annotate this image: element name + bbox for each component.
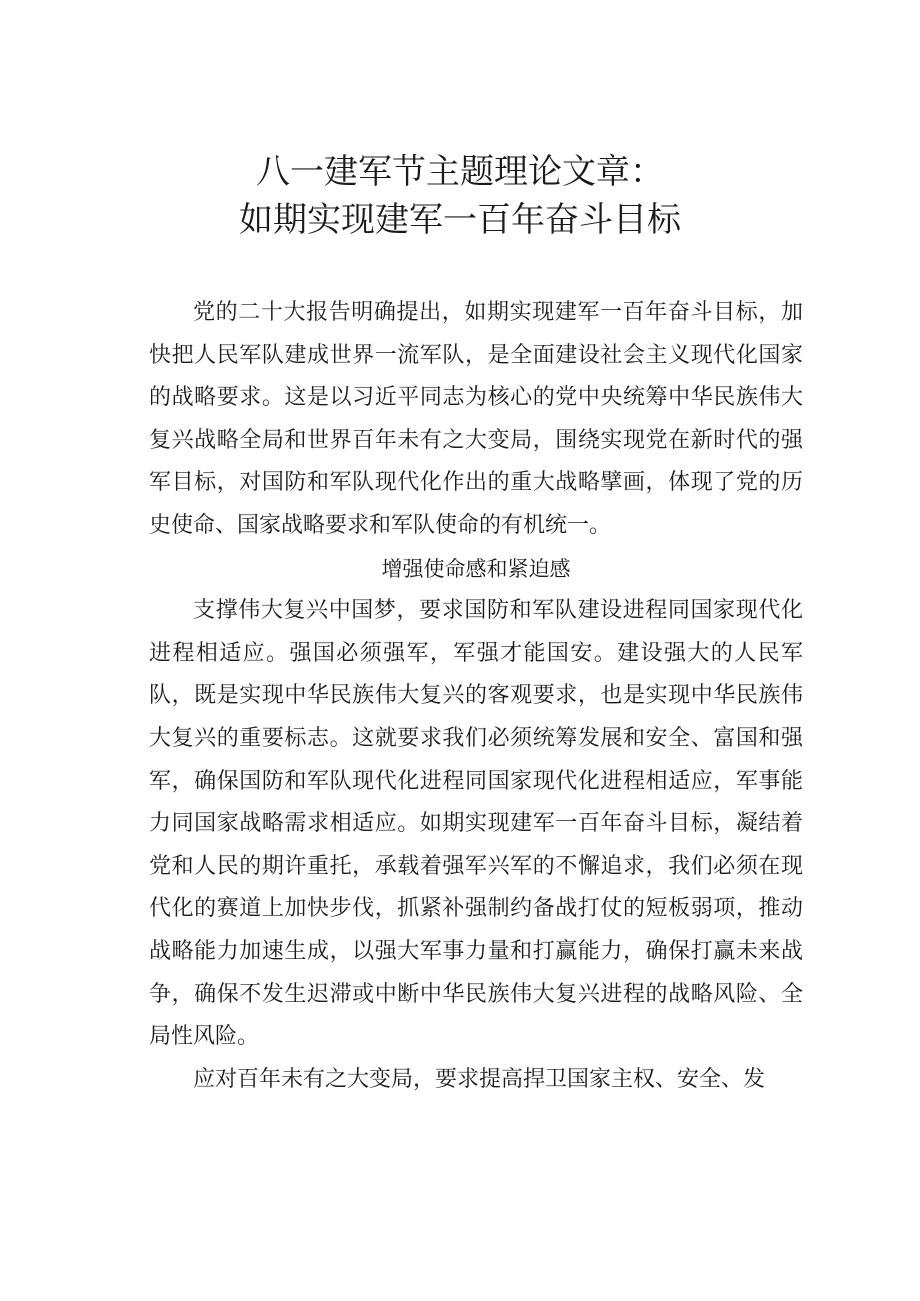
title-line-1: 八一建军节主题理论文章： — [256, 152, 664, 192]
document-body — [149, 292, 803, 1101]
paragraph-intro: 党的二十大报告明确提出，如期实现建军一百年奋斗目标，加快把人民军队建成世界一流军队，是全面建设社会主义现代化国家的战略要求。这是以习近平同志为核心的党中央统筹中华民族伟大复兴战略全局和世界百年未有之大变局，围绕实现党在新时代的强军目标，对国防和军队现代化作出的重大战略擘画，体现了党的历史使命、国家战略要求和军队使命的有机统一。 — [149, 300, 803, 538]
section-heading: 增强使命感和紧迫感 — [381, 556, 571, 581]
title-line-2: 如期实现建军一百年奋斗目标 — [239, 200, 681, 240]
document-title — [0, 148, 920, 244]
paragraph-mission: 支撑伟大复兴中国梦，要求国防和军队建设进程同国家现代化进程相适应。强国必须强军，军强才能国安。建设强大的人民军队，既是实现中华民族伟大复兴的客观要求，也是实现中华民族伟大复兴的重要标志。这就要求我们必须统筹发展和安全、富国和强军，确保国防和军队现代化进程同国家现代化进程相适应，军事能力同国家战略需求相适应。如期实现建军一百年奋斗目标，凝结着党和人民的期许重托，承载着强军兴军的不懈追求，我们必须在现代化的赛道上加快步伐，抓紧补强制约备战打仗的短板弱项，推动战略能力加速生成，以强大军事力量和打赢能力，确保打赢未来战争，确保不发生迟滞或中断中华民族伟大复兴进程的战略风险、全局性风险。 — [149, 598, 803, 1050]
paragraph-changes: 应对百年未有之大变局，要求提高捍卫国家主权、安全、发 — [193, 1066, 766, 1092]
